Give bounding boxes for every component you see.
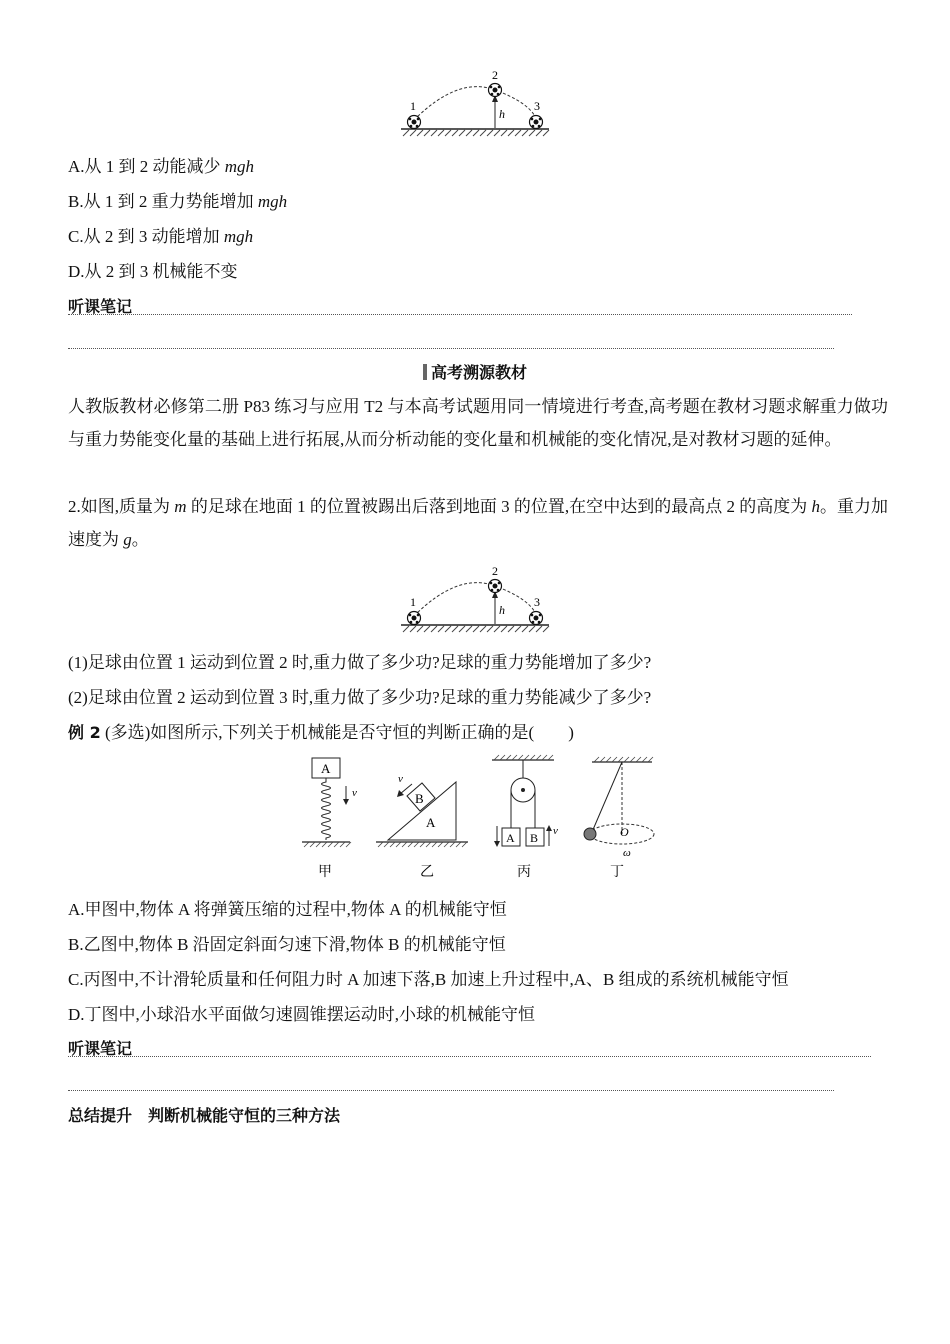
ball-label-3: 3	[534, 595, 540, 609]
textbook-paragraph: 人教版教材必修第二册 P83 练习与应用 T2 与本高考试题用同一情境进行考查,高考题在教材习题求解重力做功与重力势能变化量的基础上进行拓展,从而分析动能的变化量和机械能的变化情况,是对教材习题的延伸。	[68, 397, 888, 449]
figure-ding	[584, 757, 654, 880]
ground-hatch	[401, 129, 549, 136]
example-2-stem: 例 2 (多选)如图所示,下列关于机械能是否守恒的判断正确的是( )	[68, 723, 574, 742]
ball-trajectory-figure-top	[398, 68, 553, 140]
example-2-option-a: A.甲图中,物体 A 将弹簧压缩的过程中,物体 A 的机械能守恒	[68, 900, 507, 919]
notes-line	[68, 348, 834, 349]
soccer-ball-icon	[408, 116, 421, 129]
figure-yi	[376, 773, 468, 880]
svg-text:B: B	[530, 831, 539, 845]
title-bar-icon	[423, 364, 427, 380]
ball-trajectory-figure-bottom	[398, 564, 553, 636]
ball-label-2: 2	[492, 564, 498, 578]
sub-question-1: (1)足球由位置 1 运动到位置 2 时,重力做了多少功?足球的重力势能增加了多少?	[68, 653, 652, 672]
option-c: C.从 2 到 3 动能增加 mgh	[68, 227, 254, 246]
soccer-ball-icon	[408, 612, 421, 625]
soccer-ball-icon	[530, 612, 543, 625]
notes-line	[68, 1090, 834, 1091]
height-label: h	[499, 107, 505, 121]
svg-text:ω: ω	[623, 847, 631, 859]
height-label: h	[499, 603, 505, 617]
ball-label-1: 1	[410, 99, 416, 113]
svg-text:丙: 丙	[517, 865, 531, 880]
ball-label-3: 3	[534, 99, 540, 113]
svg-text:v: v	[553, 825, 558, 837]
soccer-ball-icon	[530, 116, 543, 129]
section-title: 高考溯源教材	[0, 360, 950, 383]
option-a: A.从 1 到 2 动能减少 mgh	[68, 157, 255, 176]
problem-2: 2.如图,质量为 m 的足球在地面 1 的位置被踢出后落到地面 3 的位置,在空中达到的最高点 2 的高度为 h。重力加速度为 g。	[68, 497, 889, 549]
figure-jia	[302, 758, 357, 880]
sub-question-2: (2)足球由位置 2 运动到位置 3 时,重力做了多少功?足球的重力势能减少了多少?	[68, 688, 652, 707]
svg-text:A: A	[506, 831, 515, 845]
option-b: B.从 1 到 2 重力势能增加 mgh	[68, 192, 288, 211]
summary-title: 总结提升 判断机械能守恒的三种方法	[68, 1106, 341, 1125]
notes-line	[68, 314, 852, 315]
svg-text:B: B	[415, 791, 424, 806]
trajectory-path	[414, 87, 536, 120]
figure-bing	[492, 755, 558, 880]
notes-label: 听课笔记	[68, 297, 133, 316]
notes-label: 听课笔记	[68, 1039, 133, 1058]
option-d: D.从 2 到 3 机械能不变	[68, 262, 238, 281]
ball-label-2: 2	[492, 68, 498, 82]
example-2-option-b: B.乙图中,物体 B 沿固定斜面匀速下滑,物体 B 的机械能守恒	[68, 935, 506, 954]
notes-line	[68, 1056, 871, 1057]
svg-text:O: O	[620, 825, 629, 839]
svg-text:v: v	[352, 787, 357, 799]
svg-text:v: v	[398, 773, 403, 785]
svg-text:A: A	[321, 761, 331, 776]
soccer-ball-icon	[489, 84, 502, 97]
example-2-option-c: C.丙图中,不计滑轮质量和任何阻力时 A 加速下落,B 加速上升过程中,A、B 组成的系统机械能守恒	[68, 970, 789, 989]
soccer-ball-icon	[489, 580, 502, 593]
mechanical-energy-figure	[296, 752, 658, 884]
svg-text:甲: 甲	[318, 865, 332, 880]
svg-text:乙: 乙	[420, 865, 434, 880]
svg-text:A: A	[426, 815, 436, 830]
example-2-option-d: D.丁图中,小球沿水平面做匀速圆锥摆运动时,小球的机械能守恒	[68, 1005, 536, 1024]
svg-text:丁: 丁	[610, 865, 624, 880]
ball-label-1: 1	[410, 595, 416, 609]
